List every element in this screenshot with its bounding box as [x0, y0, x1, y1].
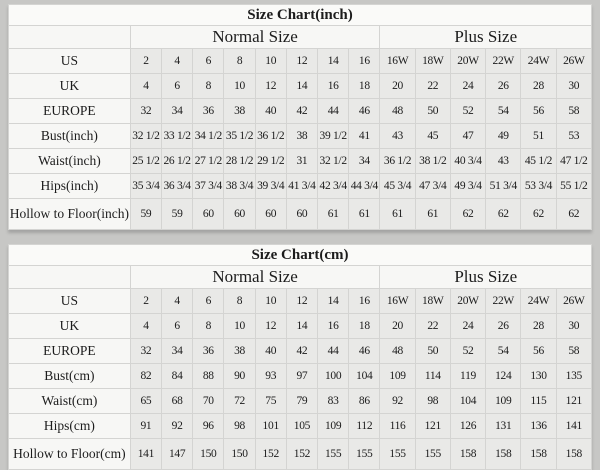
- size-value-cell: 42: [286, 99, 317, 124]
- size-value-cell: 12: [286, 289, 317, 314]
- size-value-cell: 58: [556, 99, 591, 124]
- size-value-cell: 141: [130, 439, 161, 470]
- size-value-cell: 30: [556, 314, 591, 339]
- size-value-cell: 20: [380, 74, 415, 99]
- size-value-cell: 24W: [521, 49, 556, 74]
- row-label-cell: Bust(inch): [9, 124, 131, 149]
- size-value-cell: 56: [521, 99, 556, 124]
- size-value-cell: 150: [193, 439, 224, 470]
- size-value-cell: 25 1/2: [130, 149, 161, 174]
- size-value-cell: 39 1/2: [318, 124, 349, 149]
- size-value-cell: 124: [486, 364, 521, 389]
- size-value-cell: 35 3/4: [130, 174, 161, 199]
- table-row: [9, 124, 592, 149]
- size-value-cell: 49 3/4: [450, 174, 485, 199]
- size-value-cell: 22: [415, 74, 450, 99]
- size-value-cell: 53 3/4: [521, 174, 556, 199]
- size-value-cell: 48: [380, 99, 415, 124]
- table-title: Size Chart(inch): [9, 5, 592, 26]
- size-value-cell: 28 1/2: [224, 149, 255, 174]
- table-row: [9, 49, 592, 74]
- size-value-cell: 61: [318, 199, 349, 230]
- row-label-cell: Hollow to Floor(inch): [9, 199, 131, 230]
- size-value-cell: 72: [224, 389, 255, 414]
- size-value-cell: 50: [415, 339, 450, 364]
- size-value-cell: 26 1/2: [162, 149, 193, 174]
- row-label-cell: EUROPE: [9, 339, 131, 364]
- size-value-cell: 8: [193, 314, 224, 339]
- size-value-cell: 68: [162, 389, 193, 414]
- size-value-cell: 16: [349, 289, 380, 314]
- size-value-cell: 22W: [486, 289, 521, 314]
- size-value-cell: 12: [255, 314, 286, 339]
- size-value-cell: 36 3/4: [162, 174, 193, 199]
- size-value-cell: 26W: [556, 289, 591, 314]
- size-value-cell: 62: [556, 199, 591, 230]
- size-value-cell: 44 3/4: [349, 174, 380, 199]
- size-value-cell: 60: [255, 199, 286, 230]
- size-value-cell: 26W: [556, 49, 591, 74]
- size-value-cell: 141: [556, 414, 591, 439]
- size-value-cell: 38: [224, 339, 255, 364]
- size-value-cell: 104: [450, 389, 485, 414]
- size-value-cell: 42: [286, 339, 317, 364]
- size-value-cell: 112: [349, 414, 380, 439]
- size-value-cell: 32: [130, 339, 161, 364]
- row-label-cell: Waist(cm): [9, 389, 131, 414]
- size-value-cell: 97: [286, 364, 317, 389]
- table-row: [9, 339, 592, 364]
- size-value-cell: 158: [521, 439, 556, 470]
- size-value-cell: 75: [255, 389, 286, 414]
- size-value-cell: 36: [193, 99, 224, 124]
- size-value-cell: 109: [380, 364, 415, 389]
- table-row: [9, 289, 592, 314]
- size-value-cell: 59: [130, 199, 161, 230]
- size-value-cell: 27 1/2: [193, 149, 224, 174]
- size-chart-table-cm: [8, 244, 592, 470]
- size-value-cell: 16: [318, 74, 349, 99]
- size-value-cell: 86: [349, 389, 380, 414]
- size-value-cell: 61: [380, 199, 415, 230]
- size-value-cell: 114: [415, 364, 450, 389]
- size-value-cell: 155: [318, 439, 349, 470]
- size-value-cell: 16: [318, 314, 349, 339]
- size-value-cell: 51 3/4: [486, 174, 521, 199]
- size-value-cell: 55 1/2: [556, 174, 591, 199]
- size-value-cell: 82: [130, 364, 161, 389]
- size-value-cell: 105: [286, 414, 317, 439]
- header-corner-cell: [9, 26, 131, 49]
- size-value-cell: 56: [521, 339, 556, 364]
- size-value-cell: 26: [486, 314, 521, 339]
- size-value-cell: 24W: [521, 289, 556, 314]
- size-value-cell: 36 1/2: [380, 149, 415, 174]
- size-value-cell: 147: [162, 439, 193, 470]
- row-label-cell: Hips(cm): [9, 414, 131, 439]
- size-value-cell: 34: [349, 149, 380, 174]
- size-value-cell: 4: [130, 74, 161, 99]
- size-value-cell: 104: [349, 364, 380, 389]
- size-value-cell: 34: [162, 339, 193, 364]
- size-value-cell: 121: [415, 414, 450, 439]
- size-value-cell: 6: [193, 49, 224, 74]
- size-value-cell: 98: [415, 389, 450, 414]
- size-value-cell: 119: [450, 364, 485, 389]
- size-value-cell: 8: [224, 289, 255, 314]
- table-row: [9, 199, 592, 230]
- size-value-cell: 158: [486, 439, 521, 470]
- table-row: [9, 174, 592, 199]
- size-value-cell: 6: [193, 289, 224, 314]
- size-value-cell: 34: [162, 99, 193, 124]
- size-value-cell: 62: [486, 199, 521, 230]
- size-value-cell: 10: [255, 49, 286, 74]
- size-value-cell: 12: [255, 74, 286, 99]
- row-label-cell: Bust(cm): [9, 364, 131, 389]
- size-value-cell: 2: [130, 49, 161, 74]
- size-value-cell: 45: [415, 124, 450, 149]
- size-value-cell: 136: [521, 414, 556, 439]
- size-value-cell: 61: [349, 199, 380, 230]
- size-value-cell: 52: [450, 99, 485, 124]
- table-row: [9, 99, 592, 124]
- size-value-cell: 98: [224, 414, 255, 439]
- size-value-cell: 115: [521, 389, 556, 414]
- row-label-cell: Hips(inch): [9, 174, 131, 199]
- size-value-cell: 54: [486, 99, 521, 124]
- size-value-cell: 50: [415, 99, 450, 124]
- size-value-cell: 62: [521, 199, 556, 230]
- column-group-header: Plus Size: [380, 266, 592, 289]
- size-value-cell: 51: [521, 124, 556, 149]
- size-value-cell: 8: [224, 49, 255, 74]
- size-value-cell: 47 3/4: [415, 174, 450, 199]
- size-value-cell: 65: [130, 389, 161, 414]
- size-value-cell: 45 1/2: [521, 149, 556, 174]
- size-value-cell: 60: [224, 199, 255, 230]
- size-value-cell: 14: [318, 289, 349, 314]
- size-value-cell: 10: [224, 314, 255, 339]
- size-value-cell: 41: [349, 124, 380, 149]
- table-row: [9, 439, 592, 470]
- size-value-cell: 22W: [486, 49, 521, 74]
- size-value-cell: 41 3/4: [286, 174, 317, 199]
- row-label-cell: EUROPE: [9, 99, 131, 124]
- size-value-cell: 79: [286, 389, 317, 414]
- size-value-cell: 48: [380, 339, 415, 364]
- size-value-cell: 35 1/2: [224, 124, 255, 149]
- table-row: [9, 364, 592, 389]
- size-value-cell: 8: [193, 74, 224, 99]
- size-value-cell: 32: [130, 99, 161, 124]
- size-value-cell: 92: [162, 414, 193, 439]
- row-label-cell: Waist(inch): [9, 149, 131, 174]
- row-label-cell: Hollow to Floor(cm): [9, 439, 131, 470]
- row-label-cell: US: [9, 289, 131, 314]
- size-value-cell: 49: [486, 124, 521, 149]
- size-value-cell: 152: [255, 439, 286, 470]
- size-value-cell: 53: [556, 124, 591, 149]
- size-value-cell: 84: [162, 364, 193, 389]
- size-value-cell: 38 1/2: [415, 149, 450, 174]
- size-value-cell: 4: [162, 49, 193, 74]
- size-value-cell: 10: [255, 289, 286, 314]
- size-value-cell: 155: [380, 439, 415, 470]
- size-value-cell: 42 3/4: [318, 174, 349, 199]
- size-value-cell: 24: [450, 74, 485, 99]
- size-value-cell: 30: [556, 74, 591, 99]
- size-value-cell: 16: [349, 49, 380, 74]
- size-value-cell: 44: [318, 99, 349, 124]
- size-value-cell: 62: [450, 199, 485, 230]
- size-value-cell: 32 1/2: [318, 149, 349, 174]
- size-value-cell: 158: [450, 439, 485, 470]
- table-row: [9, 389, 592, 414]
- table-title: Size Chart(cm): [9, 245, 592, 266]
- size-chart-table-inch: [8, 4, 592, 230]
- size-value-cell: 70: [193, 389, 224, 414]
- size-value-cell: 38 3/4: [224, 174, 255, 199]
- size-value-cell: 20: [380, 314, 415, 339]
- size-value-cell: 121: [556, 389, 591, 414]
- size-value-cell: 155: [415, 439, 450, 470]
- size-value-cell: 45 3/4: [380, 174, 415, 199]
- size-value-cell: 152: [286, 439, 317, 470]
- size-value-cell: 60: [286, 199, 317, 230]
- size-value-cell: 18W: [415, 289, 450, 314]
- size-value-cell: 14: [286, 314, 317, 339]
- size-value-cell: 93: [255, 364, 286, 389]
- size-value-cell: 38: [224, 99, 255, 124]
- size-value-cell: 22: [415, 314, 450, 339]
- column-group-header: Plus Size: [380, 26, 592, 49]
- size-value-cell: 54: [486, 339, 521, 364]
- size-value-cell: 28: [521, 74, 556, 99]
- size-value-cell: 59: [162, 199, 193, 230]
- size-value-cell: 10: [224, 74, 255, 99]
- size-value-cell: 52: [450, 339, 485, 364]
- size-value-cell: 116: [380, 414, 415, 439]
- size-value-cell: 18: [349, 74, 380, 99]
- size-value-cell: 36 1/2: [255, 124, 286, 149]
- size-value-cell: 101: [255, 414, 286, 439]
- size-value-cell: 47: [450, 124, 485, 149]
- size-value-cell: 16W: [380, 49, 415, 74]
- size-value-cell: 6: [162, 314, 193, 339]
- size-value-cell: 4: [162, 289, 193, 314]
- size-value-cell: 39 3/4: [255, 174, 286, 199]
- size-value-cell: 24: [450, 314, 485, 339]
- size-value-cell: 126: [450, 414, 485, 439]
- size-value-cell: 100: [318, 364, 349, 389]
- size-value-cell: 20W: [450, 289, 485, 314]
- size-value-cell: 92: [380, 389, 415, 414]
- size-value-cell: 18: [349, 314, 380, 339]
- table-row: [9, 149, 592, 174]
- header-corner-cell: [9, 266, 131, 289]
- size-value-cell: 14: [286, 74, 317, 99]
- size-value-cell: 40: [255, 339, 286, 364]
- row-label-cell: US: [9, 49, 131, 74]
- size-value-cell: 29 1/2: [255, 149, 286, 174]
- size-value-cell: 88: [193, 364, 224, 389]
- size-value-cell: 14: [318, 49, 349, 74]
- size-value-cell: 109: [486, 389, 521, 414]
- column-group-header: Normal Size: [130, 266, 380, 289]
- size-value-cell: 135: [556, 364, 591, 389]
- size-value-cell: 46: [349, 99, 380, 124]
- size-value-cell: 18W: [415, 49, 450, 74]
- size-value-cell: 38: [286, 124, 317, 149]
- size-value-cell: 26: [486, 74, 521, 99]
- size-value-cell: 20W: [450, 49, 485, 74]
- size-value-cell: 31: [286, 149, 317, 174]
- column-group-header: Normal Size: [130, 26, 380, 49]
- size-value-cell: 16W: [380, 289, 415, 314]
- table-row: [9, 414, 592, 439]
- size-value-cell: 60: [193, 199, 224, 230]
- table-row: [9, 314, 592, 339]
- row-label-cell: UK: [9, 314, 131, 339]
- size-value-cell: 6: [162, 74, 193, 99]
- size-value-cell: 90: [224, 364, 255, 389]
- table-row: [9, 74, 592, 99]
- size-value-cell: 43: [486, 149, 521, 174]
- size-value-cell: 155: [349, 439, 380, 470]
- size-value-cell: 150: [224, 439, 255, 470]
- size-value-cell: 40: [255, 99, 286, 124]
- size-value-cell: 43: [380, 124, 415, 149]
- size-value-cell: 40 3/4: [450, 149, 485, 174]
- size-value-cell: 58: [556, 339, 591, 364]
- size-value-cell: 61: [415, 199, 450, 230]
- size-value-cell: 28: [521, 314, 556, 339]
- size-value-cell: 4: [130, 314, 161, 339]
- row-label-cell: UK: [9, 74, 131, 99]
- size-value-cell: 34 1/2: [193, 124, 224, 149]
- size-value-cell: 32 1/2: [130, 124, 161, 149]
- size-value-cell: 36: [193, 339, 224, 364]
- size-value-cell: 46: [349, 339, 380, 364]
- size-value-cell: 158: [556, 439, 591, 470]
- size-value-cell: 44: [318, 339, 349, 364]
- size-value-cell: 83: [318, 389, 349, 414]
- size-value-cell: 2: [130, 289, 161, 314]
- size-value-cell: 12: [286, 49, 317, 74]
- size-value-cell: 33 1/2: [162, 124, 193, 149]
- size-value-cell: 130: [521, 364, 556, 389]
- size-value-cell: 131: [486, 414, 521, 439]
- size-value-cell: 96: [193, 414, 224, 439]
- size-value-cell: 37 3/4: [193, 174, 224, 199]
- size-value-cell: 109: [318, 414, 349, 439]
- size-value-cell: 47 1/2: [556, 149, 591, 174]
- size-value-cell: 91: [130, 414, 161, 439]
